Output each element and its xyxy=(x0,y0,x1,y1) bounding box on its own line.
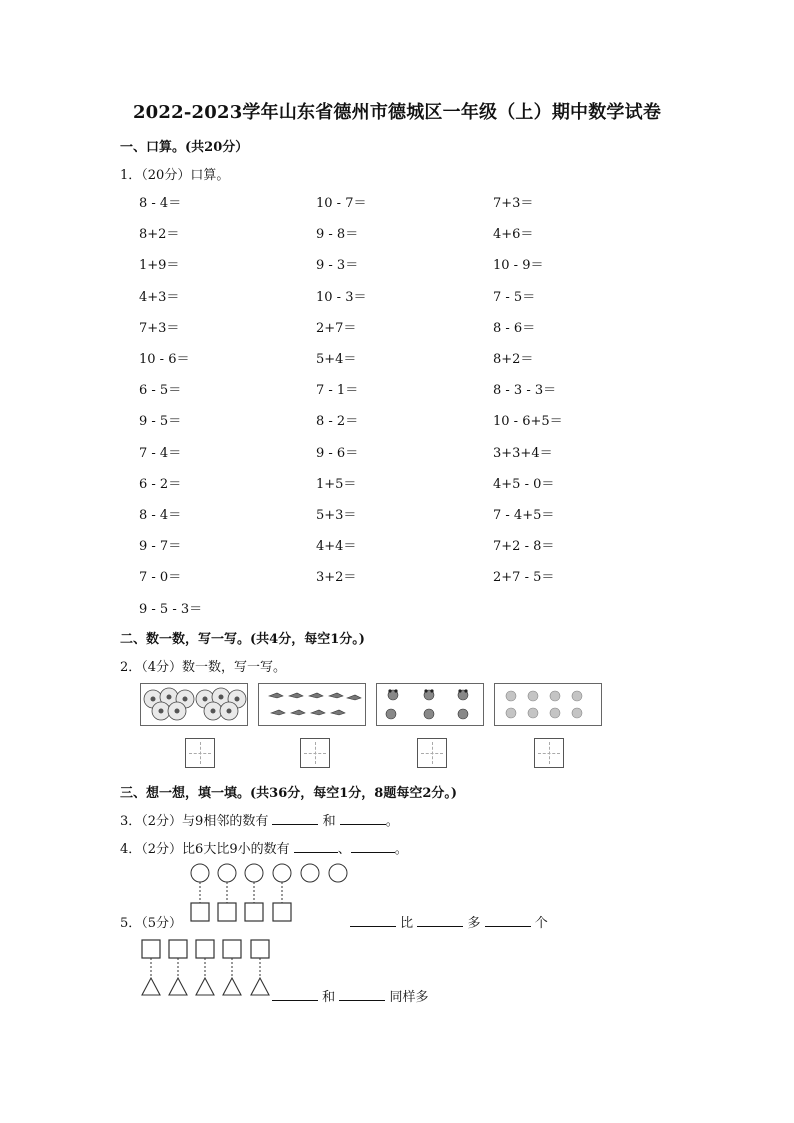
problem-r2-c1: 8+2＝ xyxy=(139,227,180,243)
squares-row-1 xyxy=(191,903,291,921)
circles-row xyxy=(191,864,347,882)
question-3-and: 和 xyxy=(322,814,336,829)
problem-r8-c3: 10 - 6+5＝ xyxy=(493,414,563,430)
problem-r12-c1: 9 - 7＝ xyxy=(139,539,182,555)
question-1-prompt: 1．（20分）口算。 xyxy=(120,168,230,183)
problem-r1-c1: 8 - 4＝ xyxy=(139,196,182,211)
problem-r4-c3: 7 - 5＝ xyxy=(493,289,536,305)
question-4-blank-2[interactable] xyxy=(351,840,395,853)
question-5-and-word: 和 xyxy=(322,990,336,1005)
question-4-blank-1[interactable] xyxy=(294,840,338,853)
question-5-prompt: 5．（5分） xyxy=(120,916,183,931)
page-title: 2022-2023学年山东省德州市德城区一年级（上）期中数学试卷 xyxy=(132,102,662,123)
problem-r12-c3: 7+2 - 8＝ xyxy=(493,539,555,555)
soccer-balls-picture xyxy=(140,683,248,726)
problem-r5-c1: 7+3＝ xyxy=(139,320,180,336)
answer-box-birds[interactable] xyxy=(300,738,330,768)
answer-box-soccer-balls[interactable] xyxy=(185,738,215,768)
problem-r9-c3: 3+3+4＝ xyxy=(493,445,553,461)
question-5-more-word: 多 xyxy=(467,916,481,931)
question-3-blank-2[interactable] xyxy=(340,812,386,825)
problem-r3-c3: 10 - 9＝ xyxy=(493,258,544,274)
question-3-blank-1[interactable] xyxy=(272,812,318,825)
problem-r14-c1: 9 - 5 - 3＝ xyxy=(139,601,203,617)
problem-r12-c2: 4+4＝ xyxy=(316,539,357,555)
problem-r4-c2: 10 - 3＝ xyxy=(316,289,367,305)
problem-r13-c1: 7 - 0＝ xyxy=(139,570,182,586)
problem-r11-c2: 5+3＝ xyxy=(316,508,357,523)
problem-r2-c2: 9 - 8＝ xyxy=(316,227,359,243)
question-4 xyxy=(120,838,408,857)
problem-r10-c3: 4+5 - 0＝ xyxy=(493,476,555,492)
problem-r9-c2: 9 - 6＝ xyxy=(316,445,359,461)
question-5-unit-word: 个 xyxy=(534,916,548,931)
answer-box-monkeys[interactable] xyxy=(534,738,564,768)
question-5-compare-word: 比 xyxy=(400,916,414,931)
question-2-prompt: 2．（4分）数一数，写一写。 xyxy=(120,660,287,675)
problem-r3-c1: 1+9＝ xyxy=(139,258,180,274)
problem-r1-c2: 10 - 7＝ xyxy=(316,196,367,211)
problem-r7-c2: 7 - 1＝ xyxy=(316,383,359,399)
question-4-separator: 、 xyxy=(337,842,351,857)
birds-picture xyxy=(258,683,366,726)
triangles-row xyxy=(142,978,269,995)
question-4-end: 。 xyxy=(394,842,408,857)
problem-r6-c1: 10 - 6＝ xyxy=(139,352,190,367)
problem-r10-c2: 1+5＝ xyxy=(316,476,357,492)
problem-r8-c1: 9 - 5＝ xyxy=(139,414,182,430)
problem-r4-c1: 4+3＝ xyxy=(139,289,180,305)
problem-r9-c1: 7 - 4＝ xyxy=(139,445,182,461)
problem-r1-c3: 7+3＝ xyxy=(493,196,534,211)
answer-box-pandas[interactable] xyxy=(417,738,447,768)
problem-r3-c2: 9 - 3＝ xyxy=(316,258,359,274)
problem-r7-c1: 6 - 5＝ xyxy=(139,383,182,399)
pandas-picture xyxy=(376,683,484,726)
monkeys-picture xyxy=(494,683,602,726)
section-3-heading: 三、想一想，填一填。(共36分，每空1分，8题每空2分。) xyxy=(120,786,458,801)
question-5-figure xyxy=(130,860,610,1010)
problem-r11-c3: 7 - 4+5＝ xyxy=(493,508,555,523)
problem-r11-c1: 8 - 4＝ xyxy=(139,508,182,523)
counting-pictures-row xyxy=(140,683,606,773)
question-5-same-word: 同样多 xyxy=(389,990,429,1005)
problem-r5-c3: 8 - 6＝ xyxy=(493,320,536,336)
question-3-end: 。 xyxy=(385,814,399,829)
question-4-prompt: 4．（2分）比6大比9小的数有 xyxy=(120,842,290,857)
problem-r6-c3: 8+2＝ xyxy=(493,352,534,367)
problem-r6-c2: 5+4＝ xyxy=(316,352,357,367)
problem-r8-c2: 8 - 2＝ xyxy=(316,414,359,430)
problem-r2-c3: 4+6＝ xyxy=(493,227,534,243)
problem-r7-c3: 8 - 3 - 3＝ xyxy=(493,383,557,399)
question-3-prompt: 3．（2分）与9相邻的数有 xyxy=(120,814,269,829)
problem-r13-c3: 2+7 - 5＝ xyxy=(493,570,555,586)
problem-r10-c1: 6 - 2＝ xyxy=(139,476,182,492)
section-1-heading: 一、口算。(共20分） xyxy=(120,140,249,155)
question-3 xyxy=(120,810,399,829)
problem-r13-c2: 3+2＝ xyxy=(316,570,357,586)
squares-row-2 xyxy=(142,940,269,958)
section-2-heading: 二、数一数，写一写。(共4分，每空1分。) xyxy=(120,632,365,647)
problem-r5-c2: 2+7＝ xyxy=(316,320,357,336)
